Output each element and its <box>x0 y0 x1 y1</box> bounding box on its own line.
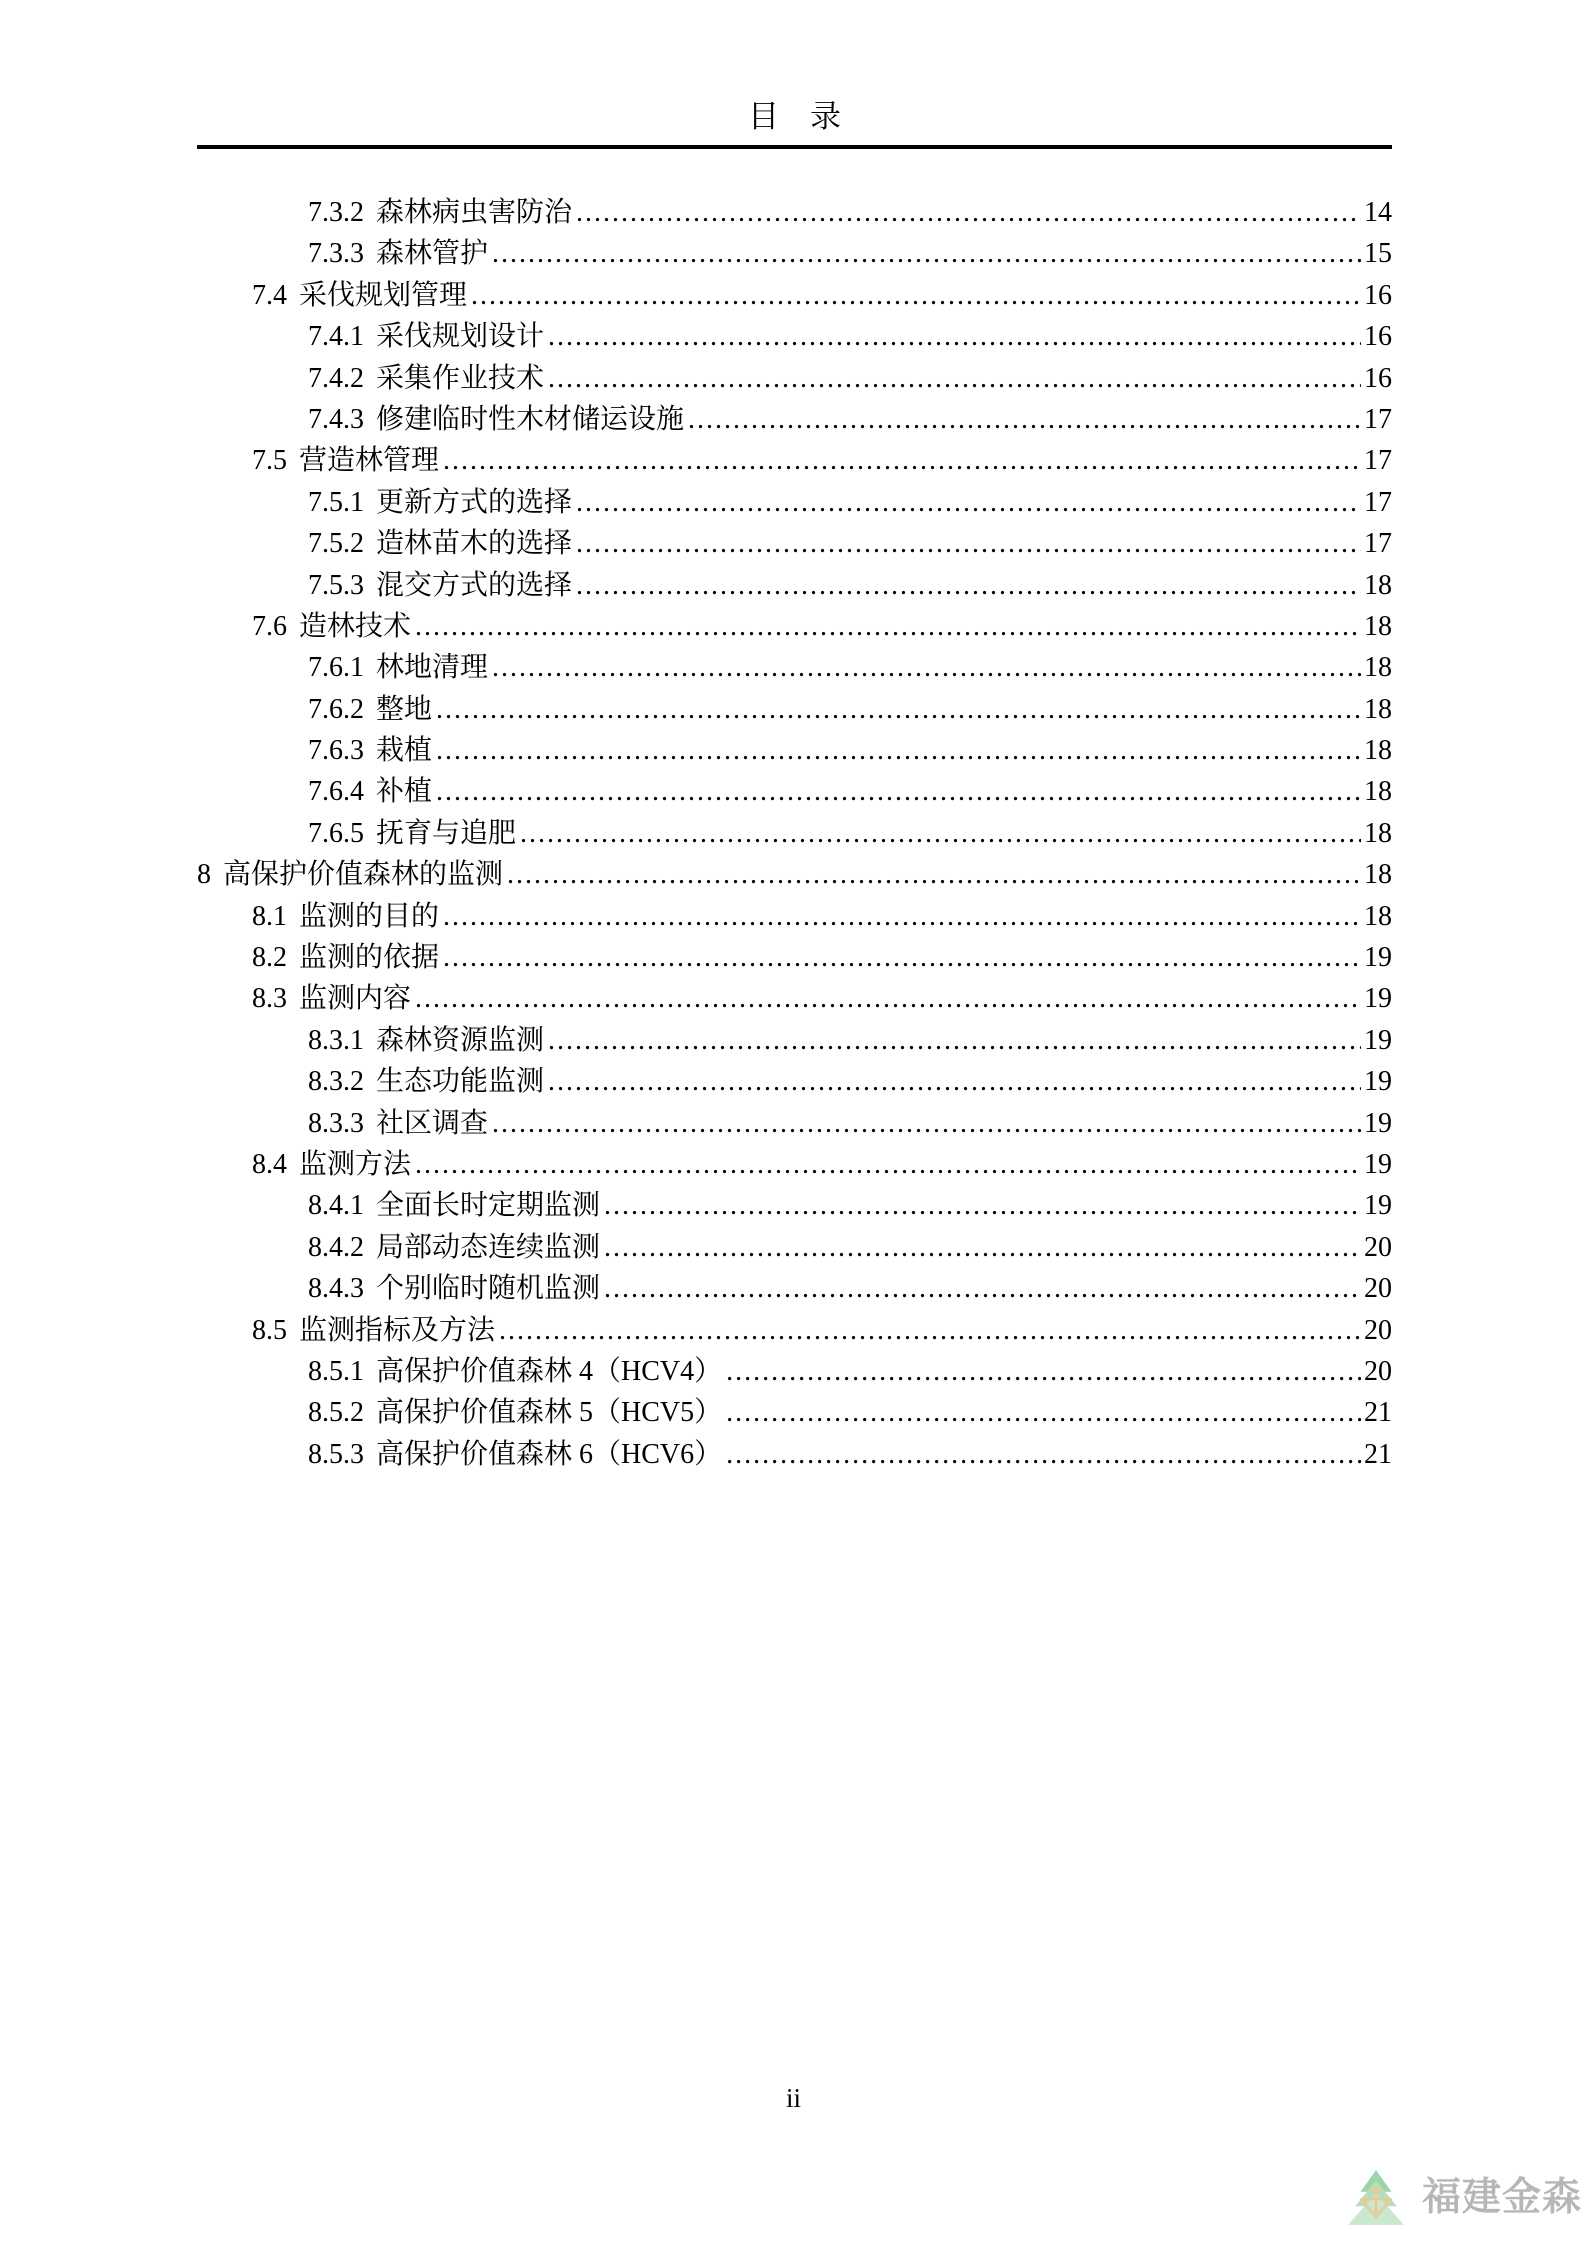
toc-entry-number: 8.4.3 <box>308 1273 364 1305</box>
toc-entry-number: 8 <box>197 859 211 891</box>
toc-entry-number: 8.3.1 <box>308 1024 364 1056</box>
toc-entry <box>197 523 1392 564</box>
toc-entry <box>197 1144 1392 1185</box>
toc-entry <box>197 689 1392 730</box>
toc-entry-number: 7.4.3 <box>308 403 364 435</box>
toc-entry-number: 8.1 <box>252 900 287 932</box>
toc-entry <box>197 399 1392 440</box>
toc-entry-page: 19 <box>1364 1066 1392 1098</box>
toc-entry-title: 监测的目的 <box>299 900 440 932</box>
toc-entry <box>197 275 1392 316</box>
toc-entry-number: 8.4.1 <box>308 1190 364 1222</box>
toc-entry <box>197 813 1392 854</box>
toc-entry <box>197 316 1392 357</box>
company-logo <box>1344 2168 1582 2228</box>
toc-entry-page: 14 <box>1364 197 1392 228</box>
dot-leader <box>548 1061 1361 1102</box>
toc-entry-title: 采集作业技术 <box>376 362 545 394</box>
table-of-contents <box>197 192 1392 1475</box>
toc-entry <box>197 730 1392 771</box>
toc-entry-title: 森林病虫害防治 <box>376 197 573 228</box>
toc-entry <box>197 1351 1392 1392</box>
page-header <box>197 98 1392 149</box>
toc-entry <box>197 606 1392 647</box>
toc-entry-page: 20 <box>1364 1314 1392 1346</box>
dot-leader <box>415 978 1361 1019</box>
toc-entry-title: 高保护价值森林 5（HCV5） <box>376 1397 723 1429</box>
toc-entry <box>197 1392 1392 1433</box>
dot-leader <box>726 1434 1361 1475</box>
toc-entry <box>197 482 1392 523</box>
toc-entry-title: 监测方法 <box>299 1148 412 1180</box>
toc-entry-title: 高保护价值森林的监测 <box>223 859 504 891</box>
toc-entry-page: 15 <box>1364 238 1392 270</box>
toc-entry-page: 19 <box>1364 1190 1392 1222</box>
toc-entry-number: 7.5.2 <box>308 528 364 560</box>
toc-entry-page: 16 <box>1364 362 1392 394</box>
dot-leader <box>436 689 1361 730</box>
toc-entry-page: 18 <box>1364 610 1392 642</box>
toc-entry-number: 8.5.3 <box>308 1438 364 1470</box>
dot-leader <box>443 937 1361 978</box>
toc-entry-page: 17 <box>1364 528 1392 560</box>
dot-leader <box>507 854 1361 895</box>
toc-entry-number: 7.6.5 <box>308 817 364 849</box>
toc-entry-number: 8.2 <box>252 942 287 974</box>
toc-entry <box>197 1020 1392 1061</box>
toc-entry-title: 造林苗木的选择 <box>376 528 573 560</box>
toc-entry <box>197 1061 1392 1102</box>
dot-leader <box>576 523 1361 564</box>
dot-leader <box>604 1268 1361 1309</box>
toc-entry-page: 18 <box>1364 693 1392 725</box>
toc-entry-page: 18 <box>1364 817 1392 849</box>
dot-leader <box>548 358 1361 399</box>
toc-entry-number: 7.5.3 <box>308 569 364 601</box>
toc-entry-number: 7.4.2 <box>308 362 364 394</box>
dot-leader <box>726 1351 1361 1392</box>
toc-entry-title: 林地清理 <box>376 652 489 684</box>
toc-entry-title: 高保护价值森林 6（HCV6） <box>376 1438 723 1470</box>
dot-leader <box>492 1103 1361 1144</box>
dot-leader <box>604 1227 1361 1268</box>
toc-entry-page: 19 <box>1364 942 1392 974</box>
toc-entry-page: 19 <box>1364 983 1392 1015</box>
toc-entry-number: 8.5 <box>252 1314 287 1346</box>
toc-entry-number: 7.4 <box>252 279 287 311</box>
toc-entry-number: 7.4.1 <box>308 321 364 353</box>
toc-entry-page: 16 <box>1364 321 1392 353</box>
toc-entry <box>197 1434 1392 1475</box>
toc-entry-title: 栽植 <box>376 735 433 767</box>
toc-entry-page: 16 <box>1364 279 1392 311</box>
toc-entry-title: 修建临时性木材储运设施 <box>376 403 685 435</box>
toc-entry-title: 补植 <box>376 776 433 808</box>
toc-entry <box>197 1310 1392 1351</box>
toc-entry-title: 全面长时定期监测 <box>376 1190 601 1222</box>
toc-entry <box>197 1227 1392 1268</box>
toc-entry <box>197 854 1392 895</box>
toc-entry <box>197 192 1392 233</box>
toc-entry-title: 采伐规划管理 <box>299 279 468 311</box>
toc-entry <box>197 771 1392 812</box>
dot-leader <box>436 730 1361 771</box>
toc-entry-title: 局部动态连续监测 <box>376 1231 601 1263</box>
toc-entry-page: 20 <box>1364 1231 1392 1263</box>
toc-entry <box>197 978 1392 1019</box>
toc-entry-number: 8.5.2 <box>308 1397 364 1429</box>
toc-entry-page: 17 <box>1364 403 1392 435</box>
toc-entry-number: 7.3.3 <box>308 238 364 270</box>
toc-entry <box>197 896 1392 937</box>
toc-entry-title: 整地 <box>376 693 433 725</box>
toc-entry-page: 18 <box>1364 859 1392 891</box>
toc-entry <box>197 1268 1392 1309</box>
dot-leader <box>548 316 1361 357</box>
dot-leader <box>436 771 1361 812</box>
toc-entry-number: 7.6.3 <box>308 735 364 767</box>
toc-entry-number: 8.3.2 <box>308 1066 364 1098</box>
toc-entry-number: 7.6.2 <box>308 693 364 725</box>
toc-entry <box>197 565 1392 606</box>
toc-entry-page: 17 <box>1364 486 1392 518</box>
toc-entry-number: 7.5 <box>252 445 287 477</box>
dot-leader <box>520 813 1361 854</box>
dot-leader <box>492 647 1361 688</box>
toc-entry-page: 17 <box>1364 445 1392 477</box>
toc-entry-number: 8.3 <box>252 983 287 1015</box>
toc-entry-number: 7.5.1 <box>308 486 364 518</box>
toc-entry-number: 8.3.3 <box>308 1107 364 1139</box>
dot-leader <box>443 896 1361 937</box>
dot-leader <box>415 606 1361 647</box>
dot-leader <box>492 233 1361 274</box>
dot-leader <box>688 399 1361 440</box>
dot-leader <box>576 192 1361 233</box>
toc-entry-page: 19 <box>1364 1148 1392 1180</box>
toc-entry-title: 生态功能监测 <box>376 1066 545 1098</box>
toc-entry-title: 抚育与追肥 <box>376 817 517 849</box>
toc-entry-page: 18 <box>1364 569 1392 601</box>
toc-entry-number: 7.3.2 <box>308 197 364 228</box>
toc-entry-page: 21 <box>1364 1397 1392 1429</box>
toc-entry <box>197 358 1392 399</box>
toc-entry <box>197 1185 1392 1226</box>
toc-entry-title: 混交方式的选择 <box>376 569 573 601</box>
toc-entry-title: 高保护价值森林 4（HCV4） <box>376 1355 723 1387</box>
dot-leader <box>471 275 1361 316</box>
dot-leader <box>499 1310 1361 1351</box>
toc-entry-title: 造林技术 <box>299 610 412 642</box>
toc-entry <box>197 233 1392 274</box>
toc-entry-number: 8.4 <box>252 1148 287 1180</box>
toc-entry-title: 采伐规划设计 <box>376 321 545 353</box>
toc-entry-page: 18 <box>1364 735 1392 767</box>
toc-entry-title: 监测指标及方法 <box>299 1314 496 1346</box>
toc-entry-title: 个别临时随机监测 <box>376 1273 601 1305</box>
dot-leader <box>576 565 1361 606</box>
toc-entry-page: 18 <box>1364 900 1392 932</box>
page-title: 目 录 <box>748 99 841 134</box>
toc-entry-title: 更新方式的选择 <box>376 486 573 518</box>
toc-entry-number: 7.6.4 <box>308 776 364 808</box>
dot-leader <box>443 440 1361 481</box>
toc-entry-page: 19 <box>1364 1107 1392 1139</box>
footer-page-number: ii <box>785 2083 801 2113</box>
pine-tree-icon <box>1344 2168 1408 2228</box>
toc-entry-title: 监测的依据 <box>299 942 440 974</box>
toc-entry-title: 营造林管理 <box>299 445 440 477</box>
dot-leader <box>726 1392 1361 1433</box>
toc-entry-page: 18 <box>1364 652 1392 684</box>
toc-entry <box>197 647 1392 688</box>
toc-entry-page: 21 <box>1364 1438 1392 1470</box>
toc-entry-page: 18 <box>1364 776 1392 808</box>
toc-entry-page: 20 <box>1364 1273 1392 1305</box>
dot-leader <box>548 1020 1361 1061</box>
toc-entry <box>197 440 1392 481</box>
dot-leader <box>415 1144 1361 1185</box>
toc-entry-number: 8.5.1 <box>308 1355 364 1387</box>
toc-entry-title: 社区调查 <box>376 1107 489 1139</box>
toc-entry-page: 19 <box>1364 1024 1392 1056</box>
toc-entry-number: 7.6.1 <box>308 652 364 684</box>
toc-entry-number: 7.6 <box>252 610 287 642</box>
toc-entry-title: 森林管护 <box>376 238 489 270</box>
dot-leader <box>604 1185 1361 1226</box>
company-logo-text: 福建金森 <box>1421 2176 1582 2219</box>
toc-entry-page: 20 <box>1364 1355 1392 1387</box>
toc-entry <box>197 937 1392 978</box>
toc-entry-title: 森林资源监测 <box>376 1024 545 1056</box>
toc-entry-title: 监测内容 <box>299 983 412 1015</box>
toc-entry <box>197 1103 1392 1144</box>
dot-leader <box>576 482 1361 523</box>
toc-entry-number: 8.4.2 <box>308 1231 364 1263</box>
